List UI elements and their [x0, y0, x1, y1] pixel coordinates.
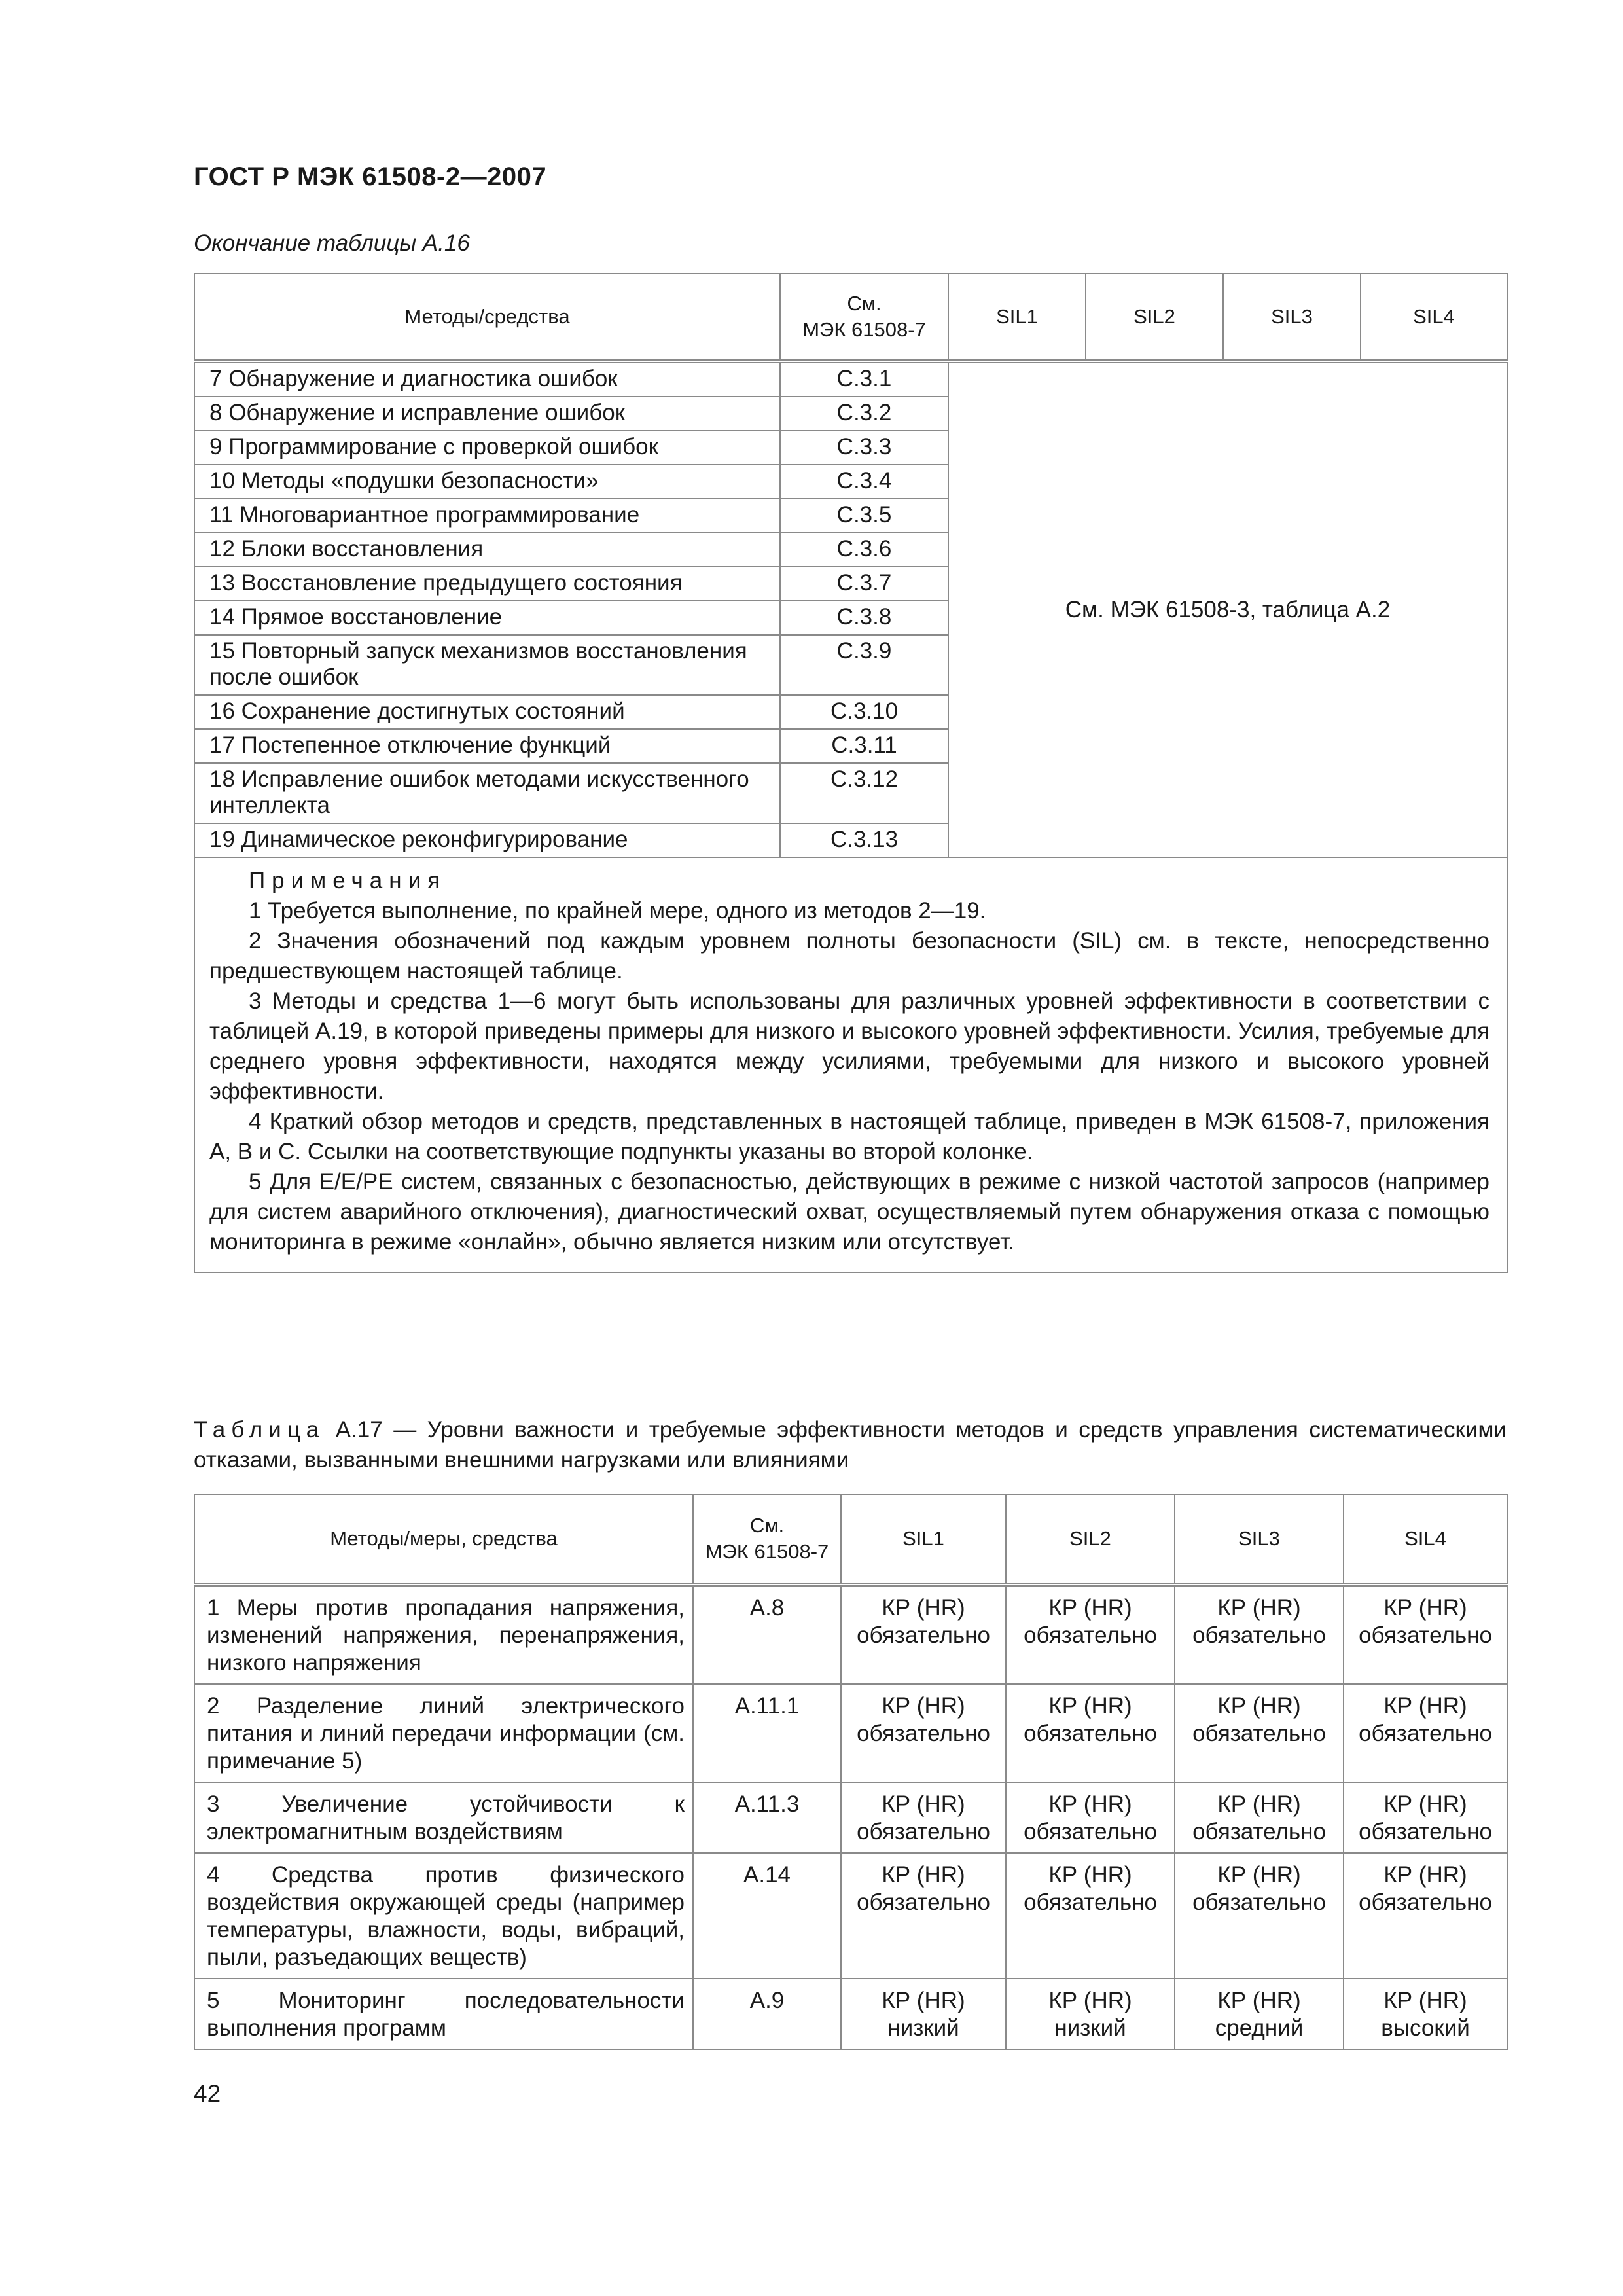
- sil4-cell: [1344, 1684, 1507, 1782]
- sil2-cell: [1006, 1684, 1175, 1782]
- sil1-cell: [841, 1979, 1006, 2049]
- table-row: [194, 361, 1507, 397]
- reference-cell: С.3.3: [780, 431, 948, 465]
- sil4-cell: [1344, 1585, 1507, 1684]
- method-cell: 13 Восстановление предыдущего состояния: [194, 567, 780, 601]
- effectiveness-text: низкий: [1054, 2015, 1126, 2041]
- reference-cell: С.3.5: [780, 499, 948, 533]
- sil1-cell: [841, 1684, 1006, 1782]
- column-header-ref-line1: См.: [749, 1513, 785, 1537]
- method-cell: 8 Обнаружение и исправление ошибок: [194, 397, 780, 431]
- column-header-reference: [780, 274, 948, 361]
- method-cell: 4 Средства против физического воздействия окружающей среды (например температуры, влажности, воды, вибраций, пыли, разъедающих веществ): [194, 1853, 693, 1979]
- recommendation-text: КР (HR): [1048, 1595, 1132, 1621]
- table-a17: [194, 1494, 1508, 2050]
- table-header-row: [194, 1494, 1507, 1585]
- reference-cell: А.11.3: [693, 1782, 841, 1853]
- sil1-cell: [841, 1782, 1006, 1853]
- sil4-cell: [1344, 1853, 1507, 1979]
- effectiveness-text: обязательно: [857, 1721, 990, 1746]
- effectiveness-text: обязательно: [1359, 1890, 1492, 1915]
- effectiveness-text: обязательно: [1359, 1721, 1492, 1746]
- effectiveness-text: обязательно: [1024, 1819, 1157, 1844]
- standard-header: ГОСТ Р МЭК 61508-2—2007: [194, 162, 547, 191]
- recommendation-text: КР (HR): [1217, 1595, 1301, 1621]
- method-cell: 5 Мониторинг последовательности выполнения программ: [194, 1979, 693, 2049]
- sil1-cell: [841, 1585, 1006, 1684]
- effectiveness-text: средний: [1215, 2015, 1304, 2041]
- method-cell: 19 Динамическое реконфигурирование: [194, 823, 780, 857]
- sil2-cell: [1006, 1853, 1175, 1979]
- recommendation-text: КР (HR): [1383, 1595, 1467, 1621]
- effectiveness-text: обязательно: [1192, 1890, 1326, 1915]
- column-header-methods: Методы/меры, средства: [194, 1494, 693, 1585]
- reference-cell: С.3.13: [780, 823, 948, 857]
- table-a16: [194, 273, 1508, 1273]
- recommendation-text: КР (HR): [882, 1862, 965, 1888]
- recommendation-text: КР (HR): [1048, 1791, 1132, 1817]
- effectiveness-text: обязательно: [1024, 1623, 1157, 1648]
- table-row: [194, 1979, 1507, 2049]
- sil2-cell: [1006, 1585, 1175, 1684]
- effectiveness-text: обязательно: [1024, 1890, 1157, 1915]
- effectiveness-text: обязательно: [1192, 1819, 1326, 1844]
- column-header-reference: [693, 1494, 841, 1585]
- recommendation-text: КР (HR): [882, 1595, 965, 1621]
- column-header-sil1: SIL1: [948, 274, 1086, 361]
- column-header-sil1: SIL1: [841, 1494, 1006, 1585]
- effectiveness-text: обязательно: [1192, 1721, 1326, 1746]
- method-cell: 10 Методы «подушки безопасности»: [194, 465, 780, 499]
- reference-cell: С.3.10: [780, 695, 948, 729]
- method-cell: 17 Постепенное отключение функций: [194, 729, 780, 763]
- reference-cell: С.3.1: [780, 361, 948, 397]
- table-row: [194, 1853, 1507, 1979]
- recommendation-text: КР (HR): [1383, 1791, 1467, 1817]
- table-a17-caption: [194, 1415, 1507, 1475]
- column-header-ref-line1: См.: [847, 291, 882, 315]
- column-header-sil2: SIL2: [1006, 1494, 1175, 1585]
- column-header-sil4: SIL4: [1361, 274, 1507, 361]
- recommendation-text: КР (HR): [1217, 1862, 1301, 1888]
- recommendation-text: КР (HR): [1383, 1988, 1467, 2013]
- sil3-cell: [1175, 1585, 1344, 1684]
- effectiveness-text: высокий: [1381, 2015, 1470, 2041]
- reference-cell: С.3.11: [780, 729, 948, 763]
- table-row: [194, 1782, 1507, 1853]
- table-caption-text: А.17 — Уровни важности и требуемые эффективности методов и средств управления систематическими отказами, вызванными внешними нагрузками или влияниями: [194, 1417, 1507, 1473]
- reference-cell: А.8: [693, 1585, 841, 1684]
- reference-cell: А.14: [693, 1853, 841, 1979]
- recommendation-text: КР (HR): [1217, 1693, 1301, 1719]
- reference-cell: С.3.2: [780, 397, 948, 431]
- column-header-sil3: SIL3: [1223, 274, 1361, 361]
- recommendation-text: КР (HR): [1217, 1988, 1301, 2013]
- notes-heading: Примечания: [249, 868, 447, 893]
- effectiveness-text: обязательно: [857, 1623, 990, 1648]
- sil2-cell: [1006, 1979, 1175, 2049]
- effectiveness-text: обязательно: [1359, 1623, 1492, 1648]
- recommendation-text: КР (HR): [882, 1988, 965, 2013]
- note-item: 5 Для E/E/PE систем, связанных с безопасностью, действующих в режиме с низкой частотой запросов (например для систем аварийного отключения), диагностический охват, осуществляемый путем обнаружения отказа с помощью мониторинга в режиме «онлайн», обычно является низким или отсутствует.: [209, 1169, 1489, 1255]
- merged-sil-cell: См. МЭК 61508-3, таблица А.2: [948, 361, 1507, 857]
- column-header-ref-line2: МЭК 61508-7: [705, 1540, 829, 1563]
- note-item: 3 Методы и средства 1—6 могут быть использованы для различных уровней эффективности в соответствии с таблицей А.19, в которой приведены примеры для низкого и высокого уровней эффективности. Усилия, требуемые для среднего уровня эффективности, находятся между усилиями, требуемыми для низкого и высокого уровней эффективности.: [209, 988, 1489, 1104]
- reference-cell: С.3.12: [780, 763, 948, 823]
- method-cell: 9 Программирование с проверкой ошибок: [194, 431, 780, 465]
- method-cell: 14 Прямое восстановление: [194, 601, 780, 635]
- effectiveness-text: низкий: [887, 2015, 959, 2041]
- note-item: 2 Значения обозначений под каждым уровнем полноты безопасности (SIL) см. в тексте, непосредственно предшествующем настоящей таблице.: [209, 928, 1489, 984]
- effectiveness-text: обязательно: [857, 1890, 990, 1915]
- note-item: 4 Краткий обзор методов и средств, представленных в настоящей таблице, приведен в МЭК 61508-7, приложения А, В и С. Ссылки на соответствующие подпункты указаны во второй колонке.: [209, 1109, 1489, 1164]
- sil4-cell: [1344, 1979, 1507, 2049]
- column-header-sil2: SIL2: [1086, 274, 1223, 361]
- effectiveness-text: обязательно: [1359, 1819, 1492, 1844]
- recommendation-text: КР (HR): [1383, 1693, 1467, 1719]
- column-header-ref-line2: МЭК 61508-7: [802, 318, 926, 341]
- sil3-cell: [1175, 1979, 1344, 2049]
- method-cell: 1 Меры против пропадания напряжения, изменений напряжения, перенапряжения, низкого напряжения: [194, 1585, 693, 1684]
- reference-cell: С.3.9: [780, 635, 948, 695]
- sil1-cell: [841, 1853, 1006, 1979]
- method-cell: 12 Блоки восстановления: [194, 533, 780, 567]
- recommendation-text: КР (HR): [1217, 1791, 1301, 1817]
- column-header-methods: Методы/средства: [194, 274, 780, 361]
- table-row: [194, 1585, 1507, 1684]
- sil4-cell: [1344, 1782, 1507, 1853]
- sil3-cell: [1175, 1853, 1344, 1979]
- notes-cell: [194, 857, 1507, 1272]
- table-continuation-caption: Окончание таблицы А.16: [194, 230, 470, 256]
- method-cell: 7 Обнаружение и диагностика ошибок: [194, 361, 780, 397]
- method-cell: 15 Повторный запуск механизмов восстановления после ошибок: [194, 635, 780, 695]
- table-caption-label: Таблица: [194, 1417, 325, 1443]
- method-cell: 3 Увеличение устойчивости к электромагнитным воздействиям: [194, 1782, 693, 1853]
- effectiveness-text: обязательно: [1192, 1623, 1326, 1648]
- note-item: 1 Требуется выполнение, по крайней мере, одного из методов 2—19.: [249, 898, 986, 924]
- reference-cell: С.3.4: [780, 465, 948, 499]
- sil3-cell: [1175, 1684, 1344, 1782]
- page-number: 42: [194, 2080, 221, 2107]
- reference-cell: С.3.7: [780, 567, 948, 601]
- column-header-sil4: SIL4: [1344, 1494, 1507, 1585]
- method-cell: 18 Исправление ошибок методами искусственного интеллекта: [194, 763, 780, 823]
- method-cell: 2 Разделение линий электрического питания и линий передачи информации (см. примечание 5): [194, 1684, 693, 1782]
- method-cell: 16 Сохранение достигнутых состояний: [194, 695, 780, 729]
- reference-cell: С.3.6: [780, 533, 948, 567]
- recommendation-text: КР (HR): [1048, 1693, 1132, 1719]
- recommendation-text: КР (HR): [1048, 1862, 1132, 1888]
- column-header-sil3: SIL3: [1175, 1494, 1344, 1585]
- notes-row: [194, 857, 1507, 1272]
- recommendation-text: КР (HR): [1383, 1862, 1467, 1888]
- sil2-cell: [1006, 1782, 1175, 1853]
- reference-cell: А.9: [693, 1979, 841, 2049]
- table-row: [194, 1684, 1507, 1782]
- effectiveness-text: обязательно: [1024, 1721, 1157, 1746]
- reference-cell: С.3.8: [780, 601, 948, 635]
- effectiveness-text: обязательно: [857, 1819, 990, 1844]
- sil3-cell: [1175, 1782, 1344, 1853]
- recommendation-text: КР (HR): [882, 1791, 965, 1817]
- method-cell: 11 Многовариантное программирование: [194, 499, 780, 533]
- recommendation-text: КР (HR): [1048, 1988, 1132, 2013]
- recommendation-text: КР (HR): [882, 1693, 965, 1719]
- table-header-row: [194, 274, 1507, 361]
- reference-cell: А.11.1: [693, 1684, 841, 1782]
